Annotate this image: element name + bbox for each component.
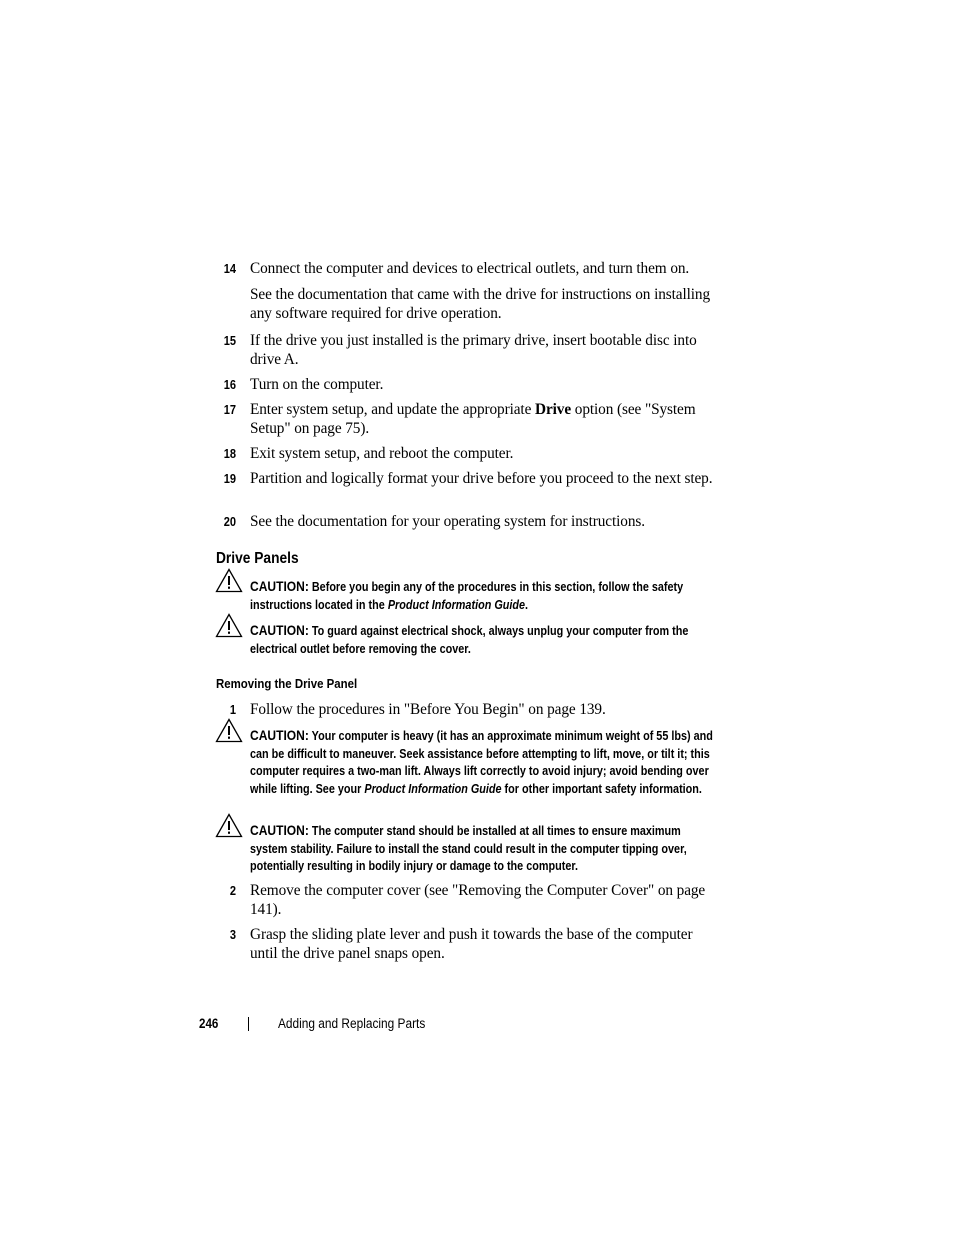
step-number: 20 xyxy=(223,514,236,529)
step-text: See the documentation for your operating system for instructions. xyxy=(250,513,645,530)
caution-label: CAUTION: xyxy=(250,727,309,743)
drive-option-name: Drive xyxy=(535,401,572,418)
guide-title: Product Information Guide xyxy=(387,597,526,612)
caution-label: CAUTION: xyxy=(250,622,309,638)
caution-triangle-icon xyxy=(215,813,243,838)
step-text: Connect the computer and devices to electrical outlets, and turn them on. xyxy=(250,260,690,277)
caution-triangle-icon xyxy=(215,718,243,743)
step-text: Remove the computer cover (see "Removing the Computer Cover" on page 141). xyxy=(250,882,706,918)
page-number: 246 xyxy=(199,1016,219,1031)
step-text: Exit system setup, and reboot the computer. xyxy=(250,445,514,462)
caution-text-end: for other important safety information. xyxy=(501,781,702,796)
caution-triangle-icon xyxy=(215,613,243,638)
caution-triangle-icon xyxy=(215,568,243,593)
caution-text: The computer stand should be installed at all times to ensure maximum system stability. Failure to install the stand could result in the computer tipping over, potentially resulting in bodily injury or damage to the computer. xyxy=(250,824,687,873)
caution-notice xyxy=(250,622,714,658)
step-text-before: Enter system setup, and update the appropriate xyxy=(250,401,536,418)
step-text: Follow the procedures in "Before You Begin" on page 139. xyxy=(250,701,606,718)
caution-notice xyxy=(250,727,714,798)
step-text-after: option (see "System Setup" on page 75). xyxy=(250,401,696,437)
step-text: Turn on the computer. xyxy=(250,376,384,393)
step-number: 16 xyxy=(223,377,236,392)
caution-label: CAUTION: xyxy=(250,578,309,594)
caution-notice xyxy=(250,822,714,876)
step-14-note: See the documentation that came with the drive for instructions on installing any software required for drive operation. xyxy=(250,286,711,322)
step-text: If the drive you just installed is the primary drive, insert bootable disc into drive A. xyxy=(250,332,697,368)
caution-notice xyxy=(250,578,714,614)
guide-title: Product Information Guide xyxy=(364,781,502,796)
step-number: 14 xyxy=(223,261,236,276)
subheading: Removing the Drive Panel xyxy=(216,676,358,691)
step-number: 3 xyxy=(229,927,236,942)
step-text: Grasp the sliding plate lever and push it towards the base of the computer until the drive panel snaps open. xyxy=(250,926,693,962)
section-heading: Drive Panels xyxy=(216,550,299,567)
step-number: 15 xyxy=(223,333,236,348)
step-number: 19 xyxy=(223,471,236,486)
step-text xyxy=(250,400,722,438)
chapter-title: Adding and Replacing Parts xyxy=(278,1016,426,1031)
step-text: Partition and logically format your drive before you proceed to the next step. xyxy=(250,470,713,487)
caution-text: To guard against electrical shock, always unplug your computer from the electrical outlet before removing the cover. xyxy=(250,624,689,656)
footer-divider xyxy=(248,1017,249,1031)
caution-label: CAUTION: xyxy=(250,822,309,838)
caution-text-end: . xyxy=(525,597,529,612)
step-number: 17 xyxy=(223,402,236,417)
step-number: 2 xyxy=(229,883,236,898)
caution-text: Your computer is heavy (it has an approximate minimum weight of 55 lbs) and can be difficult to maneuver. Seek assistance before attempting to lift, move, or tilt it; this computer requires a two-man lift. Always lift correctly to avoid injury; avoid bending over while lifting. See your xyxy=(250,729,713,796)
step-number: 18 xyxy=(223,446,236,461)
step-number: 1 xyxy=(229,702,236,717)
caution-text: Before you begin any of the procedures in this section, follow the safety instructions located in the xyxy=(250,580,684,612)
